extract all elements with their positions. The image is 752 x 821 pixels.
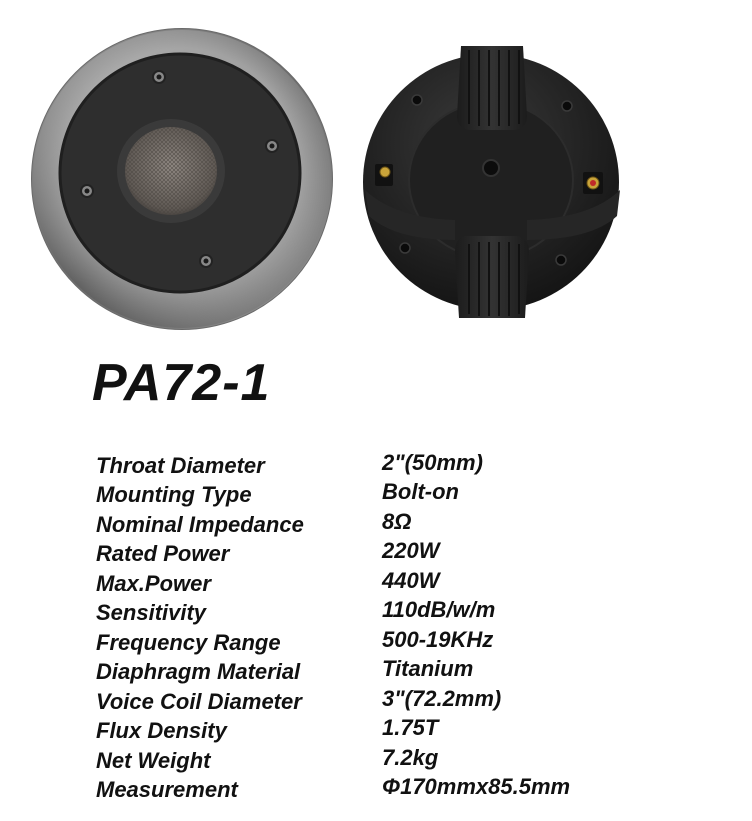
spec-value: Φ170mmx85.5mm [382, 774, 571, 800]
spec-value: 7.2kg [382, 744, 439, 770]
spec-label: Net Weight [96, 747, 211, 773]
spec-row [96, 599, 570, 629]
spec-row [96, 717, 570, 747]
spec-label: Nominal Impedance [96, 511, 304, 537]
front-driver-photo [28, 24, 340, 334]
spec-label: Rated Power [96, 541, 230, 567]
spec-table [96, 451, 570, 805]
spec-value: 440W [382, 567, 440, 593]
spec-label: Throat Diameter [96, 452, 265, 478]
spec-label: Frequency Range [96, 629, 281, 655]
spec-value: 220W [382, 538, 440, 564]
spec-value: 500-19KHz [382, 626, 494, 652]
spec-label: Flux Density [96, 718, 227, 744]
spec-row [96, 658, 570, 688]
spec-row [96, 481, 570, 511]
spec-label: Measurement [96, 777, 238, 803]
spec-row [96, 746, 570, 776]
model-title: PA72-1 [92, 354, 271, 412]
spec-value: 8Ω [382, 508, 412, 534]
spec-row [96, 687, 570, 717]
spec-value: 2"(50mm) [382, 449, 483, 475]
spec-row [96, 510, 570, 540]
spec-value: 110dB/w/m [382, 597, 496, 623]
rear-driver-photo [355, 40, 630, 320]
spec-label: Mounting Type [96, 482, 252, 508]
spec-value: Bolt-on [382, 479, 459, 505]
spec-value: 3"(72.2mm) [382, 685, 502, 711]
spec-row [96, 540, 570, 570]
spec-value: 1.75T [382, 715, 439, 741]
spec-row [96, 451, 570, 481]
spec-value: Titanium [382, 656, 474, 682]
spec-row [96, 776, 570, 806]
spec-label: Voice Coil Diameter [96, 688, 302, 714]
spec-label: Diaphragm Material [96, 659, 301, 685]
spec-label: Sensitivity [96, 600, 207, 626]
spec-row [96, 628, 570, 658]
spec-label: Max.Power [96, 570, 211, 596]
spec-row [96, 569, 570, 599]
